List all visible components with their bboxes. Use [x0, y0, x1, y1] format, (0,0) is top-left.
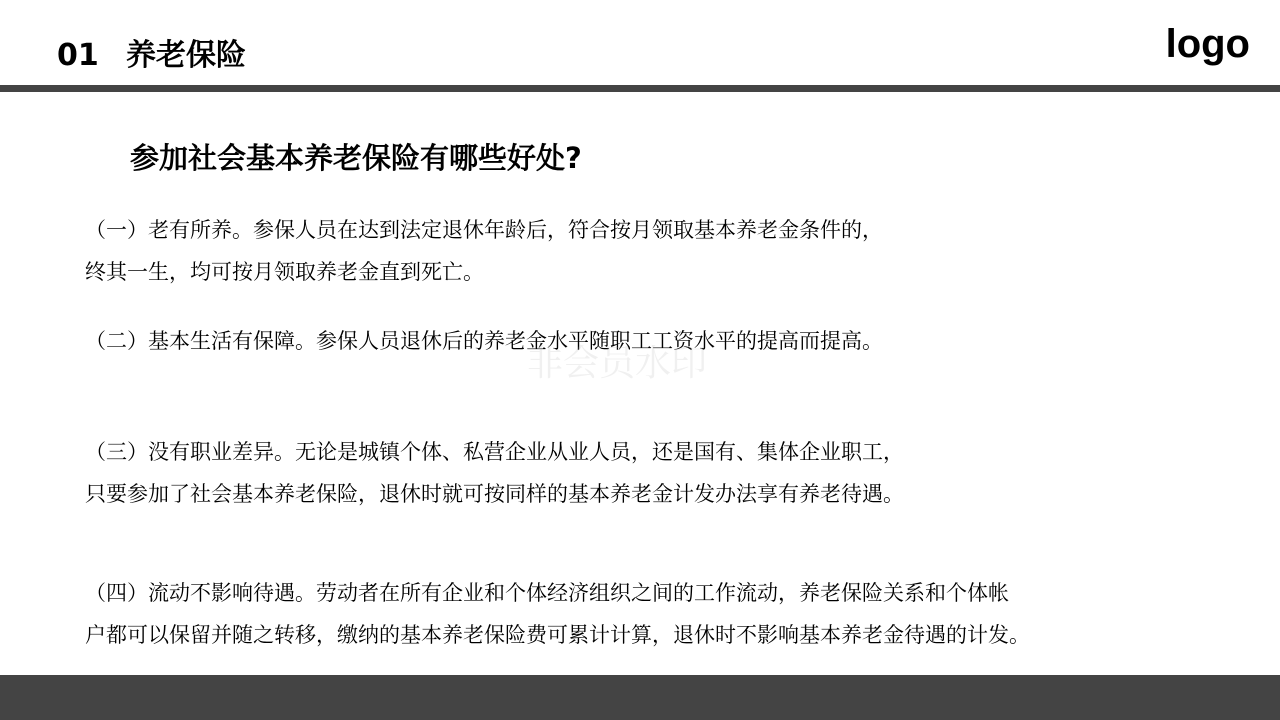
paragraph-line: 终其一生，均可按月领取养老金直到死亡。: [85, 260, 484, 284]
header-divider: [0, 85, 1280, 92]
paragraph-line: （三）没有职业差异。无论是城镇个体、私营企业从业人员，还是国有、集体企业职工，: [85, 440, 904, 464]
paragraph-line: 只要参加了社会基本养老保险，退休时就可按同样的基本养老金计发办法享有养老待遇。: [85, 482, 904, 506]
section-title: 养老保险: [126, 38, 246, 73]
watermark: 非会员水印: [527, 343, 708, 384]
logo: logo: [1165, 22, 1250, 66]
page-question: 参加社会基本养老保险有哪些好处?: [130, 141, 582, 175]
paragraph-line: （一）老有所养。参保人员在达到法定退休年龄后，符合按月领取基本养老金条件的，: [85, 218, 883, 242]
paragraph-line: （四）流动不影响待遇。劳动者在所有企业和个体经济组织之间的工作流动，养老保险关系和个体帐: [85, 581, 1009, 605]
paragraph-line: 户都可以保留并随之转移，缴纳的基本养老保险费可累计计算，退休时不影响基本养老金待遇的计发。: [85, 623, 1030, 647]
paragraph-1: [85, 209, 1195, 293]
paragraph-3: [85, 431, 1195, 515]
section-number: 01: [57, 38, 99, 73]
footer-bar: [0, 675, 1280, 720]
paragraph-line: （二）基本生活有保障。参保人员退休后的养老金水平随职工工资水平的提高而提高。: [85, 329, 883, 353]
paragraph-4: [85, 572, 1195, 656]
